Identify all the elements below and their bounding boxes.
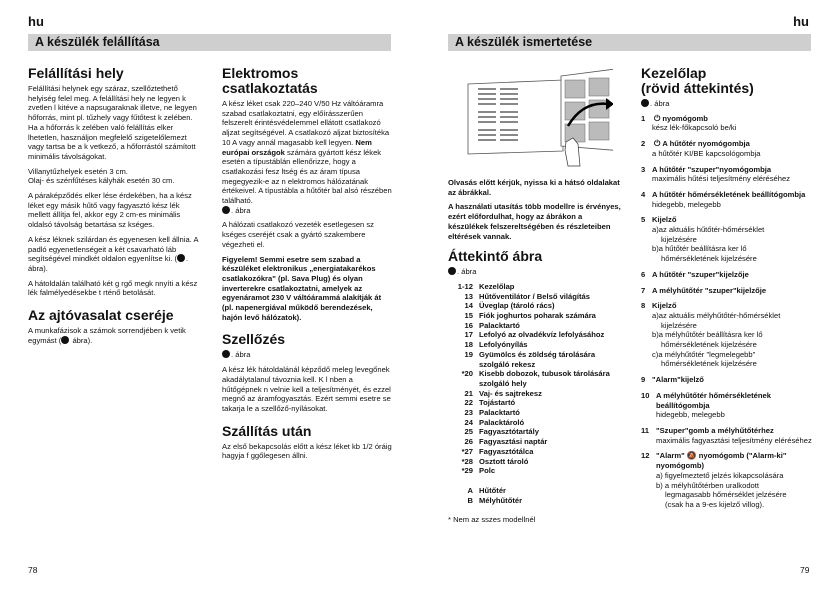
paragraph-cable-replacement: A hálózati csatlakozó vezeték esetlegesen sz kséges cseréjét csak a gyártó szakembere végezheti el. bbox=[222, 220, 374, 249]
section-band-setup: A készülék felállítása bbox=[28, 34, 391, 51]
list-item: 16 Palacktartó bbox=[464, 320, 520, 330]
page-number-left: 78 bbox=[28, 565, 38, 575]
column-control-panel bbox=[641, 66, 821, 516]
paragraph-open-pages: Olvasás előtt kérjük, nyissa ki a hátsó oldalakat az ábrákkal. bbox=[448, 178, 620, 197]
column-setup bbox=[28, 66, 203, 350]
control-panel-figure-ref: . ábra bbox=[641, 99, 821, 109]
control-item-7: 7 A mélyhűtőtér "szuper"kijelzője bbox=[641, 285, 767, 295]
fold-out-pages-illustration bbox=[448, 66, 613, 174]
control-item-2: 2 ⏻ A hűtőtér nyomógombja a hűtőtér KI/BE kapcsológombja bbox=[641, 139, 761, 158]
footnote: * Nem az sszes modellnél bbox=[448, 515, 536, 525]
column-overview bbox=[448, 178, 623, 530]
list-item: *28 Osztott tároló bbox=[461, 456, 529, 466]
power-icon: ⏻ bbox=[654, 113, 661, 123]
fridge-power-icon: ⏻ bbox=[654, 139, 661, 149]
control-item-8: 8 Kijelző a)az aktuális mélyhűtőtér-hőmérséklet kijelzésére b)a mélyhűtőtér beállításra ker lő hőmérsékletének kijelzésére c)a mélyhűtőtér "legmelegebb" hőmérsékletének kijelzésére bbox=[641, 301, 781, 369]
list-item: 22 Tojástartó bbox=[464, 398, 516, 408]
list-item: 15 Fiók joghurtos poharak számára bbox=[464, 311, 596, 321]
alarm-off-icon: 🔕 bbox=[686, 451, 697, 461]
list-item: 1-12 Kezelőlap bbox=[457, 281, 515, 291]
list-item: *29 Polc bbox=[461, 466, 496, 476]
figure-number-icon bbox=[222, 350, 230, 358]
paragraph-condensation: A páraképződés elker lése érdekében, ha a kész léket egy másik hűtő vagy fagyasztó kész lék mellett állítja fel, akkor egy 2 cm-es minimális oldalsó távolság betartása sz kséges. bbox=[28, 191, 192, 230]
ventilation-figure-ref: . ábra bbox=[222, 350, 392, 360]
control-item-5: 5 Kijelző a)az aktuális hűtőtér-hőmérséklet kijelzésére b)a hűtőtér beállításra ker lő hőmérsékletének kijelzésére bbox=[641, 215, 765, 264]
control-item-3: 3 A hűtőtér "szuper"nyomógombja maximális hűtési teljesítmény eléréséhez bbox=[641, 164, 791, 184]
list-item: 19 Gyümölcs és zöldség tárolására szolgáló rekesz bbox=[464, 349, 596, 369]
control-item-9: 9 "Alarm"kijelző bbox=[641, 375, 704, 385]
control-item-10: 10 A mélyhűtőtér hőmérsékletének beállítógombja hidegebb, melegebb bbox=[641, 390, 771, 420]
control-item-4: 4 A hűtőtér hőmérsékletének beállítógombja hidegebb, melegebb bbox=[641, 189, 806, 209]
language-code-right: hu bbox=[793, 14, 809, 29]
heading-overview-figure: Áttekintő ábra bbox=[448, 248, 543, 265]
control-item-6: 6 A hűtőtér "szuper"kijelzője bbox=[641, 269, 749, 279]
paragraph-rollers: A hátoldalán található két g rgő megk nnyíti a kész lék falmélyedésekbe t rténő betolását. bbox=[28, 278, 198, 298]
list-item: 25 Fagyasztótartály bbox=[464, 427, 539, 437]
figure-number-icon bbox=[177, 254, 185, 262]
list-item: *27 Fagyasztótálca bbox=[461, 446, 534, 456]
paragraph-ventilation: A kész lék hátoldalánál képződő meleg levegőnek akadálytalanul távoznia kell. K l nben a hűtőgépnek n velnie kell a teljesítményét, és ezzel megnő az áramfogyasztás. Ezért semmi esetre se takarja le a szellőző-nyílásokat. bbox=[222, 365, 391, 413]
figure-number-icon bbox=[222, 206, 230, 214]
list-item: A Hűtőtér bbox=[467, 485, 506, 495]
figure-number-icon bbox=[61, 336, 69, 344]
list-item: 26 Fagyasztási naptár bbox=[464, 437, 548, 447]
paragraph-electrical: A kész léket csak 220–240 V/50 Hz váltóáramra szabad csatlakoztatni, egy előírásszerűen felszerelt érintésvédelemmel ellátott csatlakozó aljzat segítségével. A csatlakozó aljzat biztosítéka 10 A vagy annál magasabb kell legyen. Nem európai országok számára gyártott kész lékek esetén a típustáblán ellenőrizze, hogy a csatlakozási fesz ltség és az áram típusa megegyezik-e az n elektromos hálózatának értékeivel. A típustábla a hűtőtér bal alsó részében található. . ábra bbox=[222, 99, 392, 215]
list-item: 17 Lefolyó az olvadékvíz lefolyásához bbox=[464, 330, 605, 340]
page-number-right: 79 bbox=[800, 565, 810, 575]
warning-paragraph: Figyelem! Semmi esetre sem szabad a készüléket elektronikus „energiatakarékos csatlakozókra" (pl. Sava Plug) és olyan inverterekre csatlakoztatni, amelyek az egyenáramot 230 V váltóárammá alakítják át (pl. napenergiával működő berendezések, hajón levő hálózatok). bbox=[222, 254, 382, 322]
heading-after-transport: Szállítás után bbox=[222, 422, 312, 439]
list-item: 23 Palacktartó bbox=[464, 408, 520, 418]
control-item-12: 12 "Alarm" 🔕 nyomógomb ("Alarm-ki" nyomógomb) a) figyelmeztető jelzés kikapcsolására b) a mélyhűtőtérben uralkodott legmagasabb hőmérséklet jelzésére (csak ha a 9-es kijelző villog). bbox=[641, 451, 787, 509]
paragraph-setup-location: Felállítási helynek egy száraz, szellőztethető helyiség felel meg. A felállítási hely ne legyen k zvetlen l kitéve a napsugaraknak illetve, ne legyen hőforrás, mint pl. tűzhely vagy fűtőtest k zelében. Ha a hőforrás k zelében való felállítás elker lhetetlen, használjon megfelelő szigetelőlemezt vagy tartsa be a k vetkező, a hőforrástól számított minimális távolságokat. bbox=[28, 84, 197, 161]
list-item: 18 Lefolyónyílás bbox=[464, 340, 528, 350]
heading-electrical: Elektromos csatlakoztatás bbox=[222, 65, 318, 96]
list-item: 24 Palacktároló bbox=[464, 417, 525, 427]
paragraph-distances: Villanytűzhelyek esetén 3 cm. Olaj- és szénfűtéses kályhák esetén 30 cm. bbox=[28, 166, 175, 186]
paragraph-door-hinge: A munkafázisok a számok sorrendjében k vetik egymást ( ábra). bbox=[28, 326, 186, 345]
compartments-list bbox=[448, 486, 623, 505]
section-band-description: A készülék ismertetése bbox=[448, 34, 811, 51]
parts-list bbox=[448, 282, 623, 476]
list-item: B Mélyhűtőtér bbox=[467, 495, 523, 505]
control-item-1: 1 ⏻ nyomógomb kész lék-főkapcsoló be/ki bbox=[641, 113, 737, 133]
column-electrical bbox=[222, 66, 392, 466]
figure-number-icon bbox=[641, 99, 649, 107]
heading-door-hinge: Az ajtóvasalat cseréje bbox=[28, 307, 174, 324]
heading-setup-location: Felállítási hely bbox=[28, 65, 124, 81]
list-item: 21 Vaj- és sajtrekesz bbox=[464, 388, 542, 398]
paragraph-leveling: A kész léknek szilárdan és egyenesen kell állnia. A padló egyenetlenségeit a két csavarható láb segítségével mindkét oldalon egyenlítse ki. ( . ábra). bbox=[28, 234, 199, 273]
control-item-11: 11 "Szuper"gomb a mélyhűtőtérhez maximális fagyasztási teljesítmény eléréséhez bbox=[641, 425, 812, 445]
heading-control-panel-sub: (rövid áttekintés) bbox=[641, 80, 754, 96]
language-code-left: hu bbox=[28, 14, 44, 29]
heading-ventilation: Szellőzés bbox=[222, 331, 286, 348]
paragraph-model-variation: A használati utasítás több modellre is érvényes, ezért előfordulhat, hogy az ábrákon a készülékek felszereltségében és részleteiben eltérések vannak. bbox=[448, 202, 621, 241]
list-item: 13 Hűtőventilátor / Belső világítás bbox=[464, 291, 590, 301]
list-item: *20 Kisebb dobozok, tubusok tárolására szolgáló hely bbox=[461, 369, 610, 388]
heading-control-panel: Kezelőlap bbox=[641, 65, 707, 81]
figure-number-icon bbox=[448, 267, 456, 275]
overview-figure-ref: . ábra bbox=[448, 267, 623, 277]
list-item: 14 Üveglap (tároló rács) bbox=[464, 301, 555, 311]
paragraph-after-transport: Az első bekapcsolás előtt a kész léket kb 1/2 óráig hagyja f ggőlegesen állni. bbox=[222, 441, 392, 461]
